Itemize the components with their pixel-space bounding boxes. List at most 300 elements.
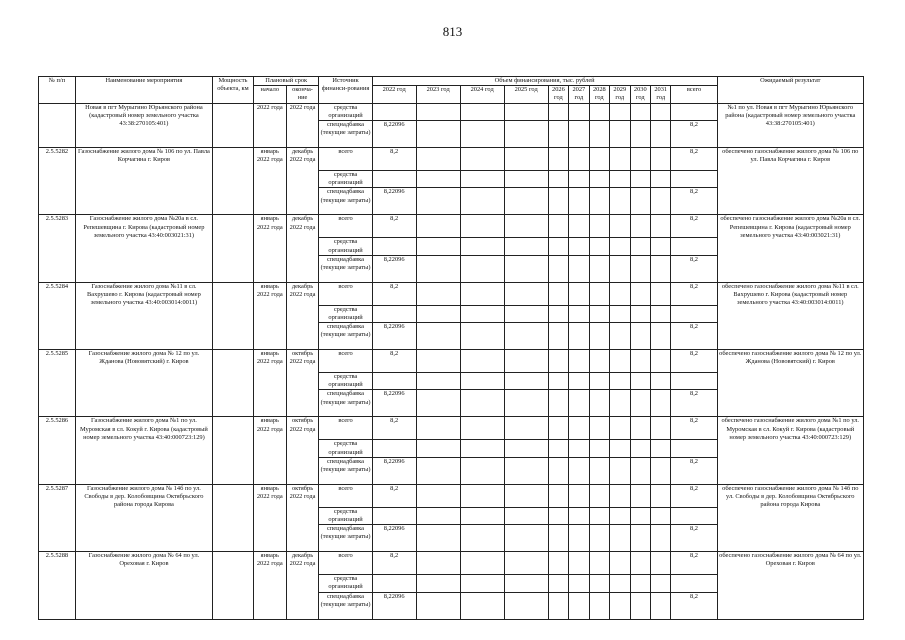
amount-empty [548, 552, 568, 575]
amount-empty [589, 323, 609, 350]
amount-total [671, 373, 717, 390]
funding-source: всего [319, 282, 372, 305]
amount-empty [610, 120, 630, 147]
amount-total: 8,2 [671, 484, 717, 507]
table-row [39, 147, 864, 170]
amount-2022: 8,22096 [372, 255, 416, 282]
amount-empty [610, 525, 630, 552]
term-end: октябрь 2022 года [286, 350, 319, 417]
amount-empty [548, 255, 568, 282]
amount-empty [630, 282, 650, 305]
amount-empty [651, 323, 671, 350]
amount-empty [589, 255, 609, 282]
amount-total [671, 170, 717, 187]
funding-source: спецнадбавка (текущие затраты) [319, 390, 372, 417]
amount-empty [460, 188, 504, 215]
amount-2022: 8,2 [372, 282, 416, 305]
amount-empty [548, 305, 568, 322]
amount-total: 8,2 [671, 350, 717, 373]
header-total: всего [671, 86, 717, 103]
capacity-cell [212, 215, 253, 282]
amount-empty [416, 282, 460, 305]
amount-empty [504, 575, 548, 592]
funding-source: средства организаций [319, 440, 372, 457]
funding-source: всего [319, 552, 372, 575]
amount-empty [610, 305, 630, 322]
amount-empty [589, 484, 609, 507]
funding-source: средства организаций [319, 507, 372, 524]
amount-empty [610, 188, 630, 215]
amount-2022: 8,2 [372, 147, 416, 170]
amount-empty [548, 373, 568, 390]
amount-empty [569, 323, 589, 350]
expected-result: обеспечено газоснабжение жилого дома № 106 по ул. Павла Корчагина г. Киров [717, 147, 863, 214]
funding-source: спецнадбавка (текущие затраты) [319, 188, 372, 215]
amount-empty [460, 305, 504, 322]
header-year: 2025 год [504, 86, 548, 103]
funding-source: средства организаций [319, 373, 372, 390]
funding-source: спецнадбавка (текущие затраты) [319, 525, 372, 552]
amount-empty [504, 215, 548, 238]
amount-empty [569, 575, 589, 592]
amount-2022: 8,22096 [372, 120, 416, 147]
amount-empty [504, 170, 548, 187]
amount-2022 [372, 170, 416, 187]
amount-empty [610, 417, 630, 440]
amount-2022: 8,22096 [372, 323, 416, 350]
amount-2022: 8,22096 [372, 457, 416, 484]
row-num: 2.5.5285 [39, 350, 76, 417]
amount-2022: 8,2 [372, 552, 416, 575]
measure-name: Газоснабжение жилого дома №1 по ул. Муромская в сл. Кокуй г. Кирова (кадастровый номер земельного участка 43:40:000723:129) [75, 417, 212, 484]
term-start: январь 2022 года [253, 282, 286, 349]
amount-empty [630, 484, 650, 507]
table-row [39, 282, 864, 305]
amount-empty [651, 552, 671, 575]
amount-empty [589, 525, 609, 552]
amount-empty [416, 215, 460, 238]
amount-empty [610, 575, 630, 592]
funding-source: всего [319, 215, 372, 238]
amount-empty [548, 282, 568, 305]
amount-empty [569, 188, 589, 215]
amount-empty [610, 440, 630, 457]
amount-empty [651, 440, 671, 457]
amount-empty [569, 215, 589, 238]
amount-2022 [372, 373, 416, 390]
amount-2022: 8,22096 [372, 390, 416, 417]
amount-empty [610, 457, 630, 484]
amount-total: 8,2 [671, 323, 717, 350]
amount-2022 [372, 103, 416, 120]
amount-total: 8,2 [671, 147, 717, 170]
term-end: 2022 года [286, 103, 319, 147]
amount-empty [630, 417, 650, 440]
amount-empty [416, 350, 460, 373]
header-term: Плановый срок [253, 77, 319, 86]
amount-empty [651, 350, 671, 373]
amount-empty [548, 484, 568, 507]
amount-empty [610, 282, 630, 305]
amount-empty [460, 507, 504, 524]
row-num [39, 103, 76, 147]
header-year: 2028 год [589, 86, 609, 103]
amount-empty [569, 373, 589, 390]
amount-empty [460, 120, 504, 147]
amount-total: 8,2 [671, 215, 717, 238]
header-year: 2026 год [548, 86, 568, 103]
capacity-cell [212, 282, 253, 349]
amount-empty [460, 147, 504, 170]
amount-empty [548, 350, 568, 373]
amount-total [671, 575, 717, 592]
amount-empty [630, 103, 650, 120]
measure-name: Газоснабжение жилого дома № 64 по ул. Ореховая г. Киров [75, 552, 212, 619]
amount-total [671, 440, 717, 457]
amount-empty [548, 525, 568, 552]
header-name: Наименование мероприятия [75, 77, 212, 104]
amount-empty [589, 440, 609, 457]
funding-source: средства организаций [319, 305, 372, 322]
header-term-end: оконча-ние [286, 86, 319, 103]
table-row [39, 417, 864, 440]
amount-empty [569, 120, 589, 147]
amount-empty [504, 525, 548, 552]
amount-empty [610, 215, 630, 238]
amount-empty [651, 457, 671, 484]
amount-empty [504, 255, 548, 282]
amount-empty [460, 440, 504, 457]
table-row [39, 484, 864, 507]
amount-empty [548, 215, 568, 238]
amount-empty [460, 457, 504, 484]
table-row [39, 103, 864, 120]
term-start: январь 2022 года [253, 417, 286, 484]
amount-empty [460, 238, 504, 255]
amount-empty [460, 417, 504, 440]
amount-empty [416, 484, 460, 507]
amount-empty [630, 120, 650, 147]
amount-empty [460, 390, 504, 417]
funding-source: всего [319, 147, 372, 170]
amount-total: 8,2 [671, 592, 717, 619]
amount-2022 [372, 305, 416, 322]
header-source: Источник финанси-рования [319, 77, 372, 104]
amount-empty [630, 170, 650, 187]
funding-source: спецнадбавка (текущие затраты) [319, 120, 372, 147]
expected-result: обеспечено газоснабжение жилого дома № 14б по ул. Свободы в дер. Колобовщина Октябрьского района города Кирова [717, 484, 863, 551]
amount-empty [589, 170, 609, 187]
funding-source: спецнадбавка (текущие затраты) [319, 255, 372, 282]
capacity-cell [212, 552, 253, 619]
amount-2022: 8,2 [372, 417, 416, 440]
amount-empty [460, 525, 504, 552]
amount-empty [416, 120, 460, 147]
measure-name: Газоснабжение жилого дома №11 в сл. Вахрушево г. Кирова (кадастровый номер земельного участка 43:40:003014:0011) [75, 282, 212, 349]
amount-empty [651, 103, 671, 120]
capacity-cell [212, 417, 253, 484]
term-end: декабрь 2022 года [286, 147, 319, 214]
header-capacity: Мощность объекта, км [212, 77, 253, 104]
amount-2022: 8,22096 [372, 188, 416, 215]
term-end: декабрь 2022 года [286, 282, 319, 349]
amount-empty [416, 373, 460, 390]
row-num: 2.5.5286 [39, 417, 76, 484]
amount-empty [504, 188, 548, 215]
amount-empty [651, 238, 671, 255]
amount-empty [569, 457, 589, 484]
amount-empty [610, 238, 630, 255]
measure-name: Газоснабжение жилого дома № 12 по ул. Жданова (Нововятский) г. Киров [75, 350, 212, 417]
amount-empty [651, 484, 671, 507]
funding-source: всего [319, 484, 372, 507]
amount-empty [548, 170, 568, 187]
funding-source: средства организаций [319, 238, 372, 255]
amount-2022: 8,2 [372, 215, 416, 238]
amount-2022: 8,2 [372, 350, 416, 373]
term-start: январь 2022 года [253, 215, 286, 282]
amount-empty [569, 238, 589, 255]
amount-empty [651, 417, 671, 440]
amount-empty [589, 238, 609, 255]
amount-total: 8,2 [671, 255, 717, 282]
amount-empty [569, 592, 589, 619]
amount-empty [610, 390, 630, 417]
amount-empty [569, 417, 589, 440]
amount-empty [630, 457, 650, 484]
funding-source: спецнадбавка (текущие затраты) [319, 323, 372, 350]
amount-empty [416, 255, 460, 282]
amount-empty [651, 120, 671, 147]
term-end: октябрь 2022 года [286, 484, 319, 551]
row-num: 2.5.5283 [39, 215, 76, 282]
amount-empty [651, 373, 671, 390]
amount-empty [416, 552, 460, 575]
amount-empty [589, 305, 609, 322]
amount-empty [504, 305, 548, 322]
header-row-1 [39, 77, 864, 86]
amount-empty [416, 390, 460, 417]
amount-empty [589, 592, 609, 619]
amount-empty [589, 575, 609, 592]
amount-empty [589, 282, 609, 305]
amount-empty [630, 373, 650, 390]
amount-empty [460, 552, 504, 575]
amount-empty [548, 238, 568, 255]
amount-empty [460, 592, 504, 619]
amount-empty [630, 305, 650, 322]
funding-source: спецнадбавка (текущие затраты) [319, 457, 372, 484]
amount-empty [548, 188, 568, 215]
amount-total: 8,2 [671, 525, 717, 552]
amount-empty [630, 255, 650, 282]
expected-result: обеспечено газоснабжение жилого дома №20а в сл. Репешевщина г. Кирова (кадастровый номер земельного участка 43:40:003021:31) [717, 215, 863, 282]
amount-empty [416, 305, 460, 322]
amount-empty [589, 103, 609, 120]
amount-empty [548, 575, 568, 592]
amount-empty [504, 373, 548, 390]
header-result: Ожидаемый результат [717, 77, 863, 104]
funding-source: всего [319, 417, 372, 440]
amount-total [671, 238, 717, 255]
amount-empty [504, 552, 548, 575]
amount-empty [416, 170, 460, 187]
amount-empty [589, 552, 609, 575]
amount-empty [548, 323, 568, 350]
amount-empty [630, 323, 650, 350]
row-num: 2.5.5288 [39, 552, 76, 619]
amount-empty [504, 238, 548, 255]
term-end: октябрь 2022 года [286, 417, 319, 484]
amount-empty [651, 592, 671, 619]
amount-empty [460, 323, 504, 350]
amount-empty [651, 215, 671, 238]
amount-empty [548, 147, 568, 170]
amount-empty [416, 188, 460, 215]
amount-empty [460, 170, 504, 187]
amount-empty [548, 457, 568, 484]
funding-source: средства организаций [319, 170, 372, 187]
amount-empty [460, 484, 504, 507]
header-year: 2023 год [416, 86, 460, 103]
amount-empty [589, 188, 609, 215]
amount-empty [548, 390, 568, 417]
amount-empty [610, 170, 630, 187]
amount-empty [589, 373, 609, 390]
amount-empty [548, 417, 568, 440]
amount-empty [589, 507, 609, 524]
amount-empty [416, 440, 460, 457]
amount-empty [589, 457, 609, 484]
amount-total [671, 103, 717, 120]
capacity-cell [212, 350, 253, 417]
header-num: № п/п [39, 77, 76, 104]
amount-empty [610, 350, 630, 373]
amount-empty [651, 525, 671, 552]
amount-empty [589, 390, 609, 417]
amount-2022: 8,22096 [372, 592, 416, 619]
row-num: 2.5.5284 [39, 282, 76, 349]
row-num: 2.5.5287 [39, 484, 76, 551]
header-year: 2030 год [630, 86, 650, 103]
table-row [39, 350, 864, 373]
header-year: 2029 год [610, 86, 630, 103]
funding-source: спецнадбавка (текущие затраты) [319, 592, 372, 619]
term-end: декабрь 2022 года [286, 215, 319, 282]
amount-empty [416, 147, 460, 170]
header-term-start: начало [253, 86, 286, 103]
funding-source: средства организаций [319, 575, 372, 592]
amount-empty [569, 103, 589, 120]
amount-empty [651, 390, 671, 417]
amount-empty [630, 350, 650, 373]
amount-empty [460, 215, 504, 238]
header-year: 2031 год [651, 86, 671, 103]
amount-empty [416, 103, 460, 120]
measure-name: Газоснабжение жилого дома № 106 по ул. Павла Корчагина г. Киров [75, 147, 212, 214]
amount-empty [610, 592, 630, 619]
amount-empty [548, 507, 568, 524]
amount-empty [504, 103, 548, 120]
amount-empty [548, 103, 568, 120]
amount-empty [504, 323, 548, 350]
amount-empty [630, 147, 650, 170]
header-year: 2027 год [569, 86, 589, 103]
amount-empty [651, 255, 671, 282]
amount-empty [548, 120, 568, 147]
amount-total: 8,2 [671, 417, 717, 440]
page-number: 813 [442, 24, 463, 39]
amount-empty [504, 282, 548, 305]
amount-2022 [372, 238, 416, 255]
amount-empty [569, 305, 589, 322]
amount-empty [630, 592, 650, 619]
funding-source: всего [319, 350, 372, 373]
amount-empty [569, 390, 589, 417]
capacity-cell [212, 147, 253, 214]
amount-empty [548, 440, 568, 457]
amount-total: 8,2 [671, 188, 717, 215]
amount-empty [569, 552, 589, 575]
amount-empty [569, 255, 589, 282]
expected-result: обеспечено газоснабжение жилого дома №1 по ул. Муромская в сл. Кокуй г. Кирова (кадастровый номер земельного участка 43:40:000723:129) [717, 417, 863, 484]
amount-empty [651, 305, 671, 322]
term-start: январь 2022 года [253, 484, 286, 551]
row-num: 2.5.5282 [39, 147, 76, 214]
amount-empty [504, 350, 548, 373]
amount-empty [504, 417, 548, 440]
amount-empty [630, 525, 650, 552]
amount-empty [416, 417, 460, 440]
term-start: январь 2022 года [253, 350, 286, 417]
amount-empty [416, 525, 460, 552]
amount-empty [651, 170, 671, 187]
term-start: январь 2022 года [253, 552, 286, 619]
amount-empty [569, 170, 589, 187]
amount-empty [630, 215, 650, 238]
header-funding: Объем финансирования, тыс. рублей [372, 77, 717, 86]
amount-empty [504, 147, 548, 170]
amount-empty [569, 282, 589, 305]
amount-empty [589, 120, 609, 147]
term-end: декабрь 2022 года [286, 552, 319, 619]
amount-empty [416, 507, 460, 524]
amount-empty [589, 147, 609, 170]
amount-empty [460, 575, 504, 592]
amount-empty [460, 350, 504, 373]
amount-empty [504, 440, 548, 457]
amount-total: 8,2 [671, 552, 717, 575]
amount-empty [460, 255, 504, 282]
amount-empty [460, 282, 504, 305]
amount-empty [460, 103, 504, 120]
measure-name: Газоснабжение жилого дома №20а в сл. Репешевщина г. Кирова (кадастровый номер земельного участка 43:40:003021:31) [75, 215, 212, 282]
amount-empty [416, 457, 460, 484]
amount-empty [504, 484, 548, 507]
amount-empty [548, 592, 568, 619]
amount-total [671, 507, 717, 524]
amount-empty [569, 507, 589, 524]
measure-name: Газоснабжение жилого дома № 14б по ул. Свободы в дер. Колобовщина Октябрьского района города Кирова [75, 484, 212, 551]
expected-result: обеспечено газоснабжение жилого дома № 64 по ул. Ореховая г. Киров [717, 552, 863, 619]
amount-empty [610, 484, 630, 507]
amount-empty [651, 575, 671, 592]
amount-empty [630, 507, 650, 524]
amount-empty [416, 238, 460, 255]
amount-empty [504, 457, 548, 484]
amount-empty [610, 552, 630, 575]
amount-empty [651, 282, 671, 305]
